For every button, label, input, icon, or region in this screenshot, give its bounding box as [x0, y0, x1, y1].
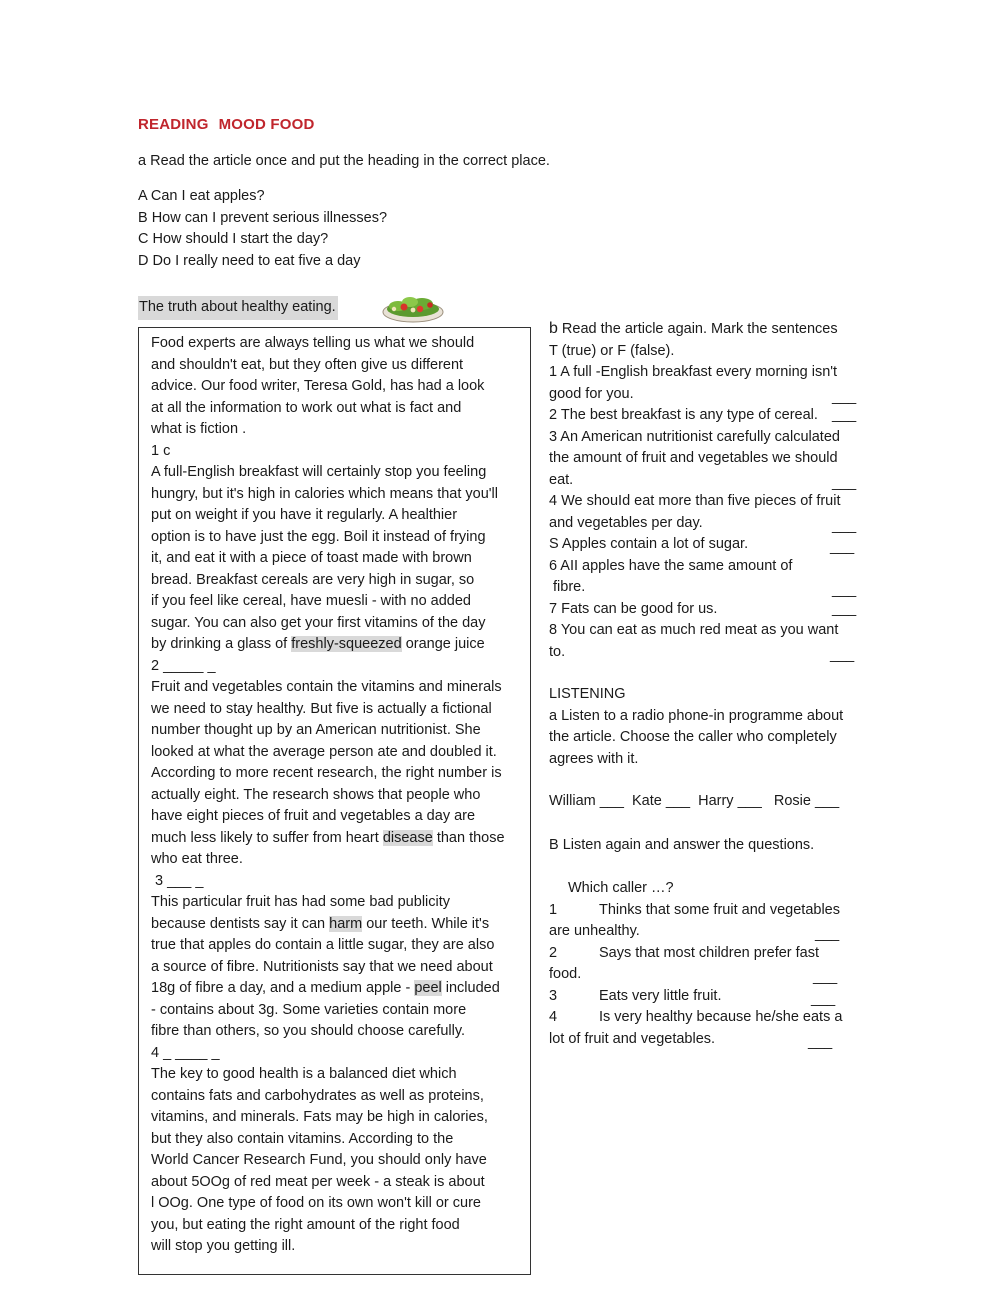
- highlighted-word-peel[interactable]: peel: [414, 980, 442, 996]
- paragraph-2-line: actually eight. The research shows that people who: [151, 786, 481, 803]
- which-caller-prompt: Which caller …?: [568, 880, 674, 896]
- paragraph-3-line: a source of fibre. Nutritionists say that we need about: [151, 958, 493, 975]
- paragraph-3-line: This particular fruit has had some bad publicity: [151, 894, 451, 910]
- answer-blank-2[interactable]: ___: [832, 407, 857, 423]
- text-run: Thinks that some fruit and vegetables: [599, 901, 840, 918]
- text-run: Read the article again. Mark the sentences: [557, 321, 838, 337]
- paragraph-4-line: but they also contain vitamins. According to the: [151, 1130, 454, 1147]
- question-1-line: [549, 900, 864, 922]
- answer-blank-1[interactable]: ___: [832, 388, 857, 405]
- question-1-line: [549, 921, 864, 943]
- answer-blank-3[interactable]: ___: [832, 474, 857, 491]
- text-run: much less likely to suffer from heart: [151, 829, 383, 846]
- heading-option-a: A Can I eat apples?: [138, 188, 265, 204]
- statement-2-line: [549, 405, 864, 427]
- question-blank-3[interactable]: ___: [811, 990, 836, 1007]
- text-run: our teeth. While it's: [362, 915, 490, 932]
- section-1-heading-slot[interactable]: 1 c: [151, 442, 171, 459]
- paragraph-1-line: option is to have just the egg. Boil it instead of frying: [151, 528, 486, 545]
- paragraph-1-line: hungry, but it's high in calories which means that you'll: [151, 485, 499, 502]
- statement-6-line: 6 AII apples have the same amount of: [549, 557, 793, 574]
- heading-option-b: B How can I prevent serious illnesses?: [138, 209, 388, 226]
- text-run: included: [441, 980, 500, 996]
- listening-heading: LISTENING: [549, 686, 626, 702]
- paragraph-3-line: true that apples do contain a little sugar, they are also: [151, 937, 495, 953]
- paragraph-2-line: have eight pieces of fruit and vegetables a day are: [151, 808, 476, 824]
- instruction-a: a Read the article once and put the heading in the correct place.: [138, 153, 550, 169]
- page-title: [138, 116, 315, 133]
- text-run: Says that most children prefer fast: [599, 944, 820, 961]
- text-run: eat.: [549, 471, 574, 488]
- paragraph-4-line: will stop you getting ill.: [151, 1238, 296, 1254]
- text-run: Eats very little fruit.: [599, 987, 722, 1004]
- listening-a-line: the article. Choose the caller who completely: [549, 729, 837, 745]
- paragraph-2-line: looked at what the average person ate and doubled it.: [151, 743, 497, 760]
- section-4-heading-slot[interactable]: 4 _ ____ _: [151, 1044, 220, 1061]
- title-reading: READING: [138, 116, 209, 133]
- intro-line: advice. Our food writer, Teresa Gold, has had a look: [151, 378, 485, 394]
- statement-3-line: 3 An American nutritionist carefully calculated: [549, 428, 840, 445]
- paragraph-4-line: l OOg. One type of food on its own won't kill or cure: [151, 1195, 481, 1211]
- statement-6-line: [549, 577, 864, 599]
- question-number: 3: [549, 987, 558, 1004]
- paragraph-3-line: [151, 978, 526, 1000]
- text-run: 2 The best breakfast is any type of cereal.: [549, 407, 818, 423]
- text-run: 7 Fats can be good for us.: [549, 600, 718, 617]
- answer-blank-7[interactable]: ___: [832, 600, 857, 617]
- question-number: 4: [549, 1009, 558, 1025]
- listening-a-line: a Listen to a radio phone-in programme about: [549, 707, 844, 724]
- listening-a-line: agrees with it.: [549, 750, 639, 767]
- text-run: than those: [432, 829, 505, 846]
- paragraph-1-line: [151, 634, 526, 656]
- text-run: food.: [549, 966, 582, 982]
- highlighted-word-freshly-squeezed[interactable]: freshly-squeezed: [291, 636, 402, 652]
- statement-4-line: [549, 513, 864, 535]
- text-run: fibre.: [549, 579, 586, 595]
- question-4-line: [549, 1029, 864, 1051]
- text-run: lot of fruit and vegetables.: [549, 1030, 716, 1047]
- paragraph-4-line: World Cancer Research Fund, you should only have: [151, 1152, 487, 1168]
- statement-8-line: 8 You can eat as much red meat as you want: [549, 622, 839, 638]
- heading-option-c: C How should I start the day?: [138, 231, 329, 247]
- question-number: 2: [549, 944, 558, 961]
- headings-list: [138, 186, 387, 272]
- statement-7-line: [549, 599, 864, 621]
- text-run: orange juice: [401, 636, 485, 652]
- part-b-letter: b: [549, 320, 558, 337]
- question-blank-4[interactable]: ___: [808, 1033, 833, 1050]
- section-3-heading-slot[interactable]: 3 ___ _: [151, 872, 204, 889]
- text-run: S Apples contain a lot of sugar.: [549, 536, 749, 552]
- question-blank-1[interactable]: ___: [815, 926, 840, 942]
- salad-bowl-icon: [380, 290, 446, 324]
- section-2-heading-slot[interactable]: 2 _____ _: [151, 657, 216, 674]
- paragraph-4-line: The key to good health is a balanced diet which: [151, 1066, 457, 1082]
- paragraph-2-line: who eat three.: [151, 851, 243, 867]
- paragraph-3-line: fibre than others, so you should choose carefully.: [151, 1023, 466, 1039]
- paragraph-4-line: about 5OOg of red meat per week - a steak is about: [151, 1173, 485, 1190]
- answer-blank-4[interactable]: ___: [832, 517, 857, 534]
- paragraph-3-line: - contains about 3g. Some varieties contain more: [151, 1001, 467, 1018]
- intro-line: Food experts are always telling us what we should: [151, 335, 475, 351]
- question-number: 1: [549, 901, 558, 918]
- statement-5-line: [549, 534, 864, 556]
- paragraph-4-line: vitamins, and minerals. Fats may be high in calories,: [151, 1109, 488, 1125]
- intro-line: and shouldn't eat, but they often give us different: [151, 356, 464, 373]
- heading-option-d: D Do I really need to eat five a day: [138, 252, 361, 269]
- paragraph-2-line: we need to stay healthy. But five is actually a fictional: [151, 700, 492, 717]
- text-run: by drinking a glass of: [151, 636, 292, 652]
- text-run: good for you.: [549, 385, 634, 402]
- highlighted-word-disease[interactable]: disease: [382, 829, 433, 846]
- statement-8-line: [549, 642, 864, 664]
- paragraph-2-line: [151, 828, 526, 850]
- text-run: and vegetables per day.: [549, 514, 703, 531]
- article-body: [151, 333, 526, 1258]
- question-2-line: [549, 943, 864, 965]
- text-run: to.: [549, 643, 566, 660]
- intro-line: what is fiction .: [151, 421, 247, 437]
- statement-1-line: [549, 384, 864, 406]
- listening-b-instruction: B Listen again and answer the questions.: [549, 836, 815, 853]
- intro-line: at all the information to work out what is fact and: [151, 399, 462, 416]
- paragraph-1-line: it, and eat it with a piece of toast made with brown: [151, 550, 472, 566]
- paragraph-2-line: Fruit and vegetables contain the vitamins and minerals: [151, 679, 502, 695]
- paragraph-2-line: number thought up by an American nutritionist. She: [151, 722, 481, 738]
- statement-3-line: the amount of fruit and vegetables we should: [549, 450, 838, 466]
- text-run: are unhealthy.: [549, 923, 640, 939]
- answer-blank-6[interactable]: ___: [832, 582, 857, 598]
- question-3-line: [549, 986, 864, 1008]
- paragraph-1-line: A full-English breakfast will certainly stop you feeling: [151, 464, 487, 480]
- statement-4-line: 4 We shouId eat more than five pieces of fruit: [549, 493, 841, 509]
- paragraph-1-line: sugar. You can also get your first vitamins of the day: [151, 614, 486, 631]
- exercise-column: [549, 318, 864, 1050]
- text-run: 18g of fibre a day, and a medium apple -: [151, 980, 415, 996]
- paragraph-1-line: if you feel like cereal, have muesli - with no added: [151, 593, 471, 609]
- highlighted-word-harm[interactable]: harm: [329, 915, 363, 932]
- answer-blank-5[interactable]: ___: [830, 539, 855, 555]
- paragraph-3-line: [151, 914, 526, 936]
- title-mood-food: MOOD FOOD: [218, 116, 315, 133]
- paragraph-4-line: you, but eating the right amount of the right food: [151, 1216, 460, 1233]
- text-run: Is very healthy because he/she eats a: [599, 1009, 843, 1025]
- paragraph-1-line: bread. Breakfast cereals are very high in sugar, so: [151, 571, 475, 588]
- part-b-instruction: [549, 318, 864, 341]
- statement-1-line: 1 A full -English breakfast every morning isn't: [549, 364, 838, 380]
- part-b-instruction-line2: T (true) or F (false).: [549, 342, 675, 359]
- callers-choice-line[interactable]: William ___ Kate ___ Harry ___ Rosie ___: [549, 793, 840, 809]
- answer-blank-8[interactable]: ___: [830, 646, 855, 663]
- text-run: because dentists say it can: [151, 915, 330, 932]
- article-subtitle: The truth about healthy eating.: [138, 296, 338, 320]
- paragraph-4-line: contains fats and carbohydrates as well as proteins,: [151, 1087, 484, 1104]
- question-4-line: [549, 1007, 864, 1029]
- statement-3-line: [549, 470, 864, 492]
- question-blank-2[interactable]: ___: [813, 969, 838, 985]
- paragraph-2-line: According to more recent research, the right number is: [151, 765, 502, 781]
- question-2-line: [549, 964, 864, 986]
- paragraph-1-line: put on weight if you have it regularly. A healthier: [151, 507, 458, 523]
